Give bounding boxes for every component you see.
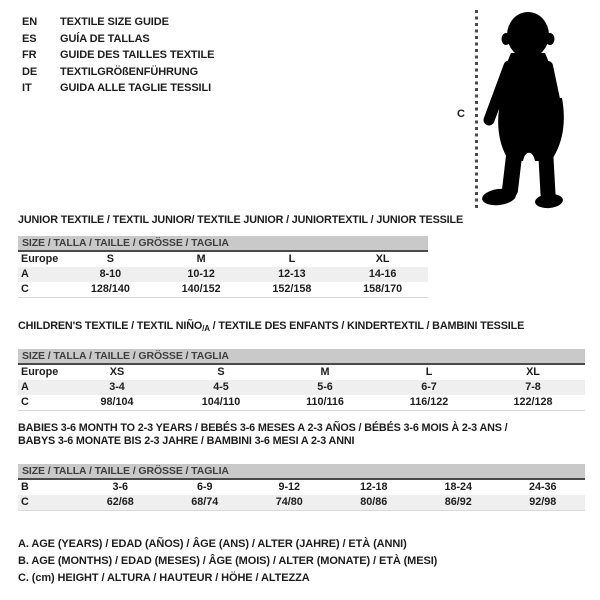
footnote-age-months: B. AGE (MONTHS) / EDAD (MESES) / ÂGE (MOIS) / ALTER (MONATE) / ETÀ (MESI) bbox=[18, 555, 438, 567]
language-code: IT bbox=[22, 82, 32, 94]
size-cell: S bbox=[217, 366, 225, 378]
language-row bbox=[22, 14, 214, 31]
row-label: A bbox=[21, 381, 29, 393]
value-cell: 128/140 bbox=[90, 283, 130, 295]
value-cell: 68/74 bbox=[191, 496, 219, 508]
size-header-bar: SIZE / TALLA / TAILLE / GRÖSSE / TAGLIA bbox=[18, 349, 585, 365]
language-row bbox=[22, 31, 214, 48]
table-row bbox=[18, 282, 428, 298]
value-cell: 24-36 bbox=[528, 481, 557, 493]
value-cell: 12-18 bbox=[359, 481, 388, 493]
size-cell: L bbox=[288, 253, 296, 265]
row-label: Europe bbox=[21, 253, 59, 265]
value-cell: 152/158 bbox=[272, 283, 312, 295]
table-row bbox=[18, 365, 585, 380]
table-row bbox=[18, 495, 585, 511]
row-label: C bbox=[21, 396, 29, 408]
title-subscript: /A bbox=[202, 324, 210, 333]
footnote-age-years: A. AGE (YEARS) / EDAD (AÑOS) / ÂGE (ANS) / ALTER (JAHRE) / ETÀ (ANNI) bbox=[18, 538, 407, 550]
guide-title: GUIDA ALLE TAGLIE TESSILI bbox=[60, 82, 212, 94]
value-cell: 5-6 bbox=[317, 381, 333, 393]
value-cell: 12-13 bbox=[278, 268, 306, 280]
table-row bbox=[18, 252, 428, 267]
measurement-figure bbox=[450, 6, 582, 212]
value-cell: 86/92 bbox=[444, 496, 472, 508]
value-cell: 158/170 bbox=[363, 283, 403, 295]
junior-size-table bbox=[18, 214, 464, 298]
guide-title: TEXTILGRÖßENFÜHRUNG bbox=[60, 65, 199, 78]
value-cell: 98/104 bbox=[100, 396, 134, 408]
value-cell: 9-12 bbox=[278, 481, 301, 493]
value-cell: 3-4 bbox=[109, 381, 125, 393]
size-header-bar: SIZE / TALLA / TAILLE / GRÖSSE / TAGLIA bbox=[18, 464, 585, 480]
value-cell: 74/80 bbox=[275, 496, 303, 508]
value-cell: 80/86 bbox=[360, 496, 388, 508]
size-cell: M bbox=[320, 366, 330, 378]
language-list bbox=[22, 14, 214, 97]
guide-title: TEXTILE SIZE GUIDE bbox=[60, 16, 169, 28]
language-code: DE bbox=[22, 65, 38, 78]
table-row bbox=[18, 395, 585, 411]
footnote-height: C. (cm) HEIGHT / ALTURA / HAUTEUR / HÖHE / ALTEZZA bbox=[18, 572, 310, 584]
value-cell: 140/152 bbox=[181, 283, 221, 295]
height-measure-label: C bbox=[457, 108, 465, 120]
value-cell: 92/98 bbox=[529, 496, 557, 508]
size-cell: M bbox=[196, 253, 206, 265]
footnotes bbox=[18, 536, 437, 587]
table-title: CHILDREN'S TEXTILE / TEXTIL NIÑO/A / TEXTILE DES ENFANTS / KINDERTEXTIL / BAMBINI TESSILE bbox=[18, 320, 525, 333]
table-row bbox=[18, 380, 585, 395]
language-code: ES bbox=[22, 32, 37, 45]
language-code: EN bbox=[22, 16, 38, 28]
row-label: A bbox=[21, 268, 29, 280]
row-label: B bbox=[21, 481, 29, 493]
guide-title: GUIDE DES TAILLES TEXTILE bbox=[60, 49, 215, 61]
value-cell: 62/68 bbox=[106, 496, 134, 508]
value-cell: 4-5 bbox=[213, 381, 229, 393]
table-title: BABIES 3-6 MONTH TO 2-3 YEARS / BEBÉS 3-6 MESES A 2-3 AÑOS / BÉBÉS 3-6 MOIS À 2-3 ANS / BABYS 3-6 MONATE BIS 2-3 JAHRE / BAMBINI 3-6 MESI A 2-3 ANNI bbox=[18, 422, 508, 447]
size-cell: L bbox=[425, 366, 433, 378]
value-cell: 110/116 bbox=[306, 396, 344, 408]
value-cell: 8-10 bbox=[99, 268, 122, 280]
language-row bbox=[22, 64, 214, 81]
language-code: FR bbox=[22, 49, 37, 61]
value-cell: 7-8 bbox=[525, 381, 541, 393]
row-label: C bbox=[21, 283, 29, 295]
value-cell: 104/110 bbox=[201, 396, 241, 408]
size-cell: XS bbox=[109, 366, 125, 378]
language-row bbox=[22, 80, 214, 97]
babies-size-table bbox=[18, 422, 585, 511]
value-cell: 6-7 bbox=[421, 381, 437, 393]
value-cell: 6-9 bbox=[196, 481, 213, 493]
value-cell: 14-16 bbox=[368, 268, 397, 280]
row-label: Europe bbox=[21, 366, 59, 378]
value-cell: 122/128 bbox=[513, 396, 553, 408]
baby-silhouette-icon bbox=[478, 8, 578, 212]
children-size-table bbox=[18, 320, 585, 411]
value-cell: 3-6 bbox=[112, 481, 129, 493]
value-cell: 18-24 bbox=[444, 481, 473, 493]
table-row bbox=[18, 480, 585, 495]
table-title: JUNIOR TEXTILE / TEXTIL JUNIOR/ TEXTILE JUNIOR / JUNIORTEXTIL / JUNIOR TESSILE bbox=[18, 214, 464, 226]
language-row bbox=[22, 47, 214, 64]
size-header-bar: SIZE / TALLA / TAILLE / GRÖSSE / TAGLIA bbox=[18, 236, 428, 252]
value-cell: 116/122 bbox=[409, 396, 449, 408]
row-label: C bbox=[21, 496, 29, 508]
size-cell: S bbox=[106, 253, 114, 265]
value-cell: 10-12 bbox=[187, 268, 215, 280]
table-row bbox=[18, 267, 428, 282]
size-cell: XL bbox=[526, 366, 540, 378]
guide-title: GUÍA DE TALLAS bbox=[60, 32, 150, 45]
size-cell: XL bbox=[375, 253, 390, 265]
